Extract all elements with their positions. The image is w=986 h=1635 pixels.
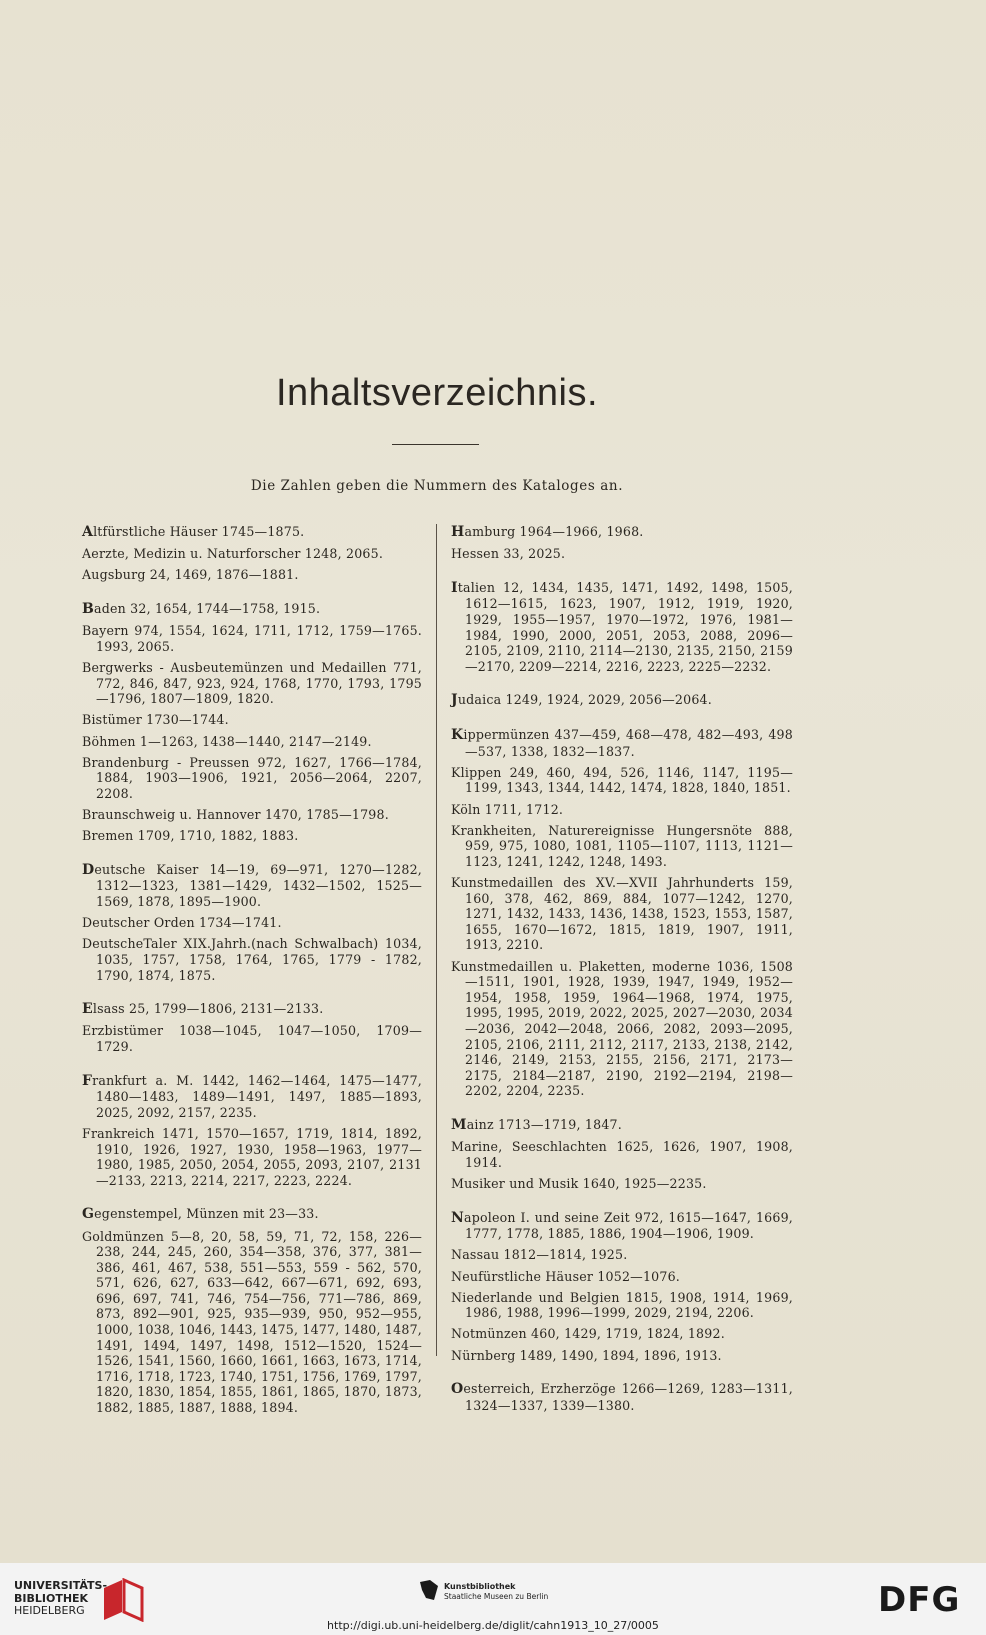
entry-text: eutsche Kaiser 14—19, 69—971, 1270—1282, 1312—1323, 1381—1429, 1432—1502, 1525—1569, 1878, 1895—1900.	[94, 861, 422, 910]
entry-text: aden 32, 1654, 1744—1758, 1915.	[94, 600, 321, 616]
page-title: Inhaltsverzeichnis.	[275, 372, 599, 414]
index-entry	[451, 1139, 793, 1170]
entry-initial: F	[82, 1072, 93, 1089]
ub-logo-line2: BIBLIOTHEK	[14, 1591, 89, 1605]
entry-text: udaica 1249, 1924, 2029, 2056—2064.	[457, 692, 712, 708]
index-entry	[451, 823, 793, 870]
kunstbibliothek-emblem-icon	[420, 1580, 438, 1600]
index-entry	[451, 1247, 793, 1263]
index-entry	[82, 567, 422, 583]
index-column-left	[82, 524, 422, 1421]
entry-text: Köln 1711, 1712.	[451, 801, 564, 817]
entry-initial: D	[82, 861, 95, 878]
index-entry	[82, 524, 422, 541]
entry-text: apoleon I. und seine Zeit 972, 1615—1647, 1669, 1777, 1778, 1885, 1886, 1904—1906, 1909.	[464, 1209, 793, 1242]
entry-text: Notmünzen 460, 1429, 1719, 1824, 1892.	[451, 1326, 725, 1342]
index-entry	[451, 727, 793, 759]
entry-initial: J	[451, 692, 458, 709]
index-entry	[82, 862, 422, 910]
index-entry	[82, 1073, 422, 1121]
entry-text: ltfürstliche Häuser 1745—1875.	[93, 524, 305, 539]
index-entry	[451, 1290, 793, 1321]
entry-text: Kunstmedaillen u. Plaketten, moderne 1036, 1508—1511, 1901, 1928, 1939, 1947, 1949, 1952—1954, 1958, 1959, 1964—1968, 1974, 1975, 1995, 1995, 2019, 2022, 2025, 2027—2030, 2034—2036, 2042—2048, 2066, 2082, 2093—2095, 2105, 2106, 2111, 2112, 2117, 2133, 2138, 2142, 2146, 2149, 2153, 2155, 2156, 2171, 2173—2175, 2184—2187, 2190, 2192—2194, 2198—2202, 2204, 2235.	[451, 958, 793, 1099]
entry-text: Kunstmedaillen des XV.—XVII Jahrhunderts 159, 160, 378, 462, 869, 884, 1077—1242, 1270, 1271, 1432, 1433, 1436, 1438, 1523, 1553, 1587, 1655, 1670—1672, 1815, 1819, 1907, 1911, 1913, 2210.	[451, 875, 793, 953]
column-divider	[436, 524, 437, 1356]
entry-text: Hessen 33, 2025.	[451, 546, 566, 562]
dfg-logo[interactable]: DFG	[878, 1580, 961, 1620]
entry-text: Marine, Seeschlachten 1625, 1626, 1907, 1908, 1914.	[451, 1139, 793, 1170]
entry-text: Neufürstliche Häuser 1052—1076.	[451, 1268, 681, 1284]
index-entry	[82, 712, 422, 728]
entry-initial: N	[451, 1209, 464, 1226]
title-rule	[392, 444, 479, 445]
entry-initial: B	[82, 600, 95, 617]
index-entry	[82, 660, 422, 707]
index-entry	[451, 959, 793, 1099]
entry-text: Braunschweig u. Hannover 1470, 1785—1798.	[82, 807, 389, 823]
entry-initial: I	[451, 579, 458, 596]
entry-text: Niederlande und Belgien 1815, 1908, 1914, 1969, 1986, 1988, 1996—1999, 2029, 2194, 2206.	[451, 1289, 793, 1321]
entry-text: Bergwerks - Ausbeutemünzen und Medaillen 771, 772, 846, 847, 923, 924, 1768, 1770, 1793, 1795—1796, 1807—1809, 1820.	[82, 659, 422, 707]
index-entry	[451, 1326, 793, 1342]
entry-text: Frankreich 1471, 1570—1657, 1719, 1814, 1892, 1910, 1926, 1927, 1930, 1958—1963, 1977—1980, 1985, 2050, 2054, 2055, 2093, 2107, 2131—2133, 2213, 2214, 2217, 2223, 2224.	[82, 1125, 422, 1188]
entry-initial: H	[451, 524, 465, 540]
entry-text: Bremen 1709, 1710, 1882, 1883.	[82, 828, 299, 844]
index-entry	[82, 1023, 422, 1054]
entry-text: talien 12, 1434, 1435, 1471, 1492, 1498, 1505, 1612—1615, 1623, 1907, 1912, 1919, 1920, 1929, 1955—1957, 1970—1972, 1976, 1981—1984, 1990, 2000, 2051, 2053, 2088, 2096—2105, 2109, 2110, 2114—2130, 2135, 2150, 2159—2170, 2209—2214, 2216, 2223, 2225—2232.	[457, 579, 793, 674]
index-entry	[82, 734, 422, 750]
ub-emblem-icon	[100, 1578, 146, 1622]
entry-text: lsass 25, 1799—1806, 2131—2133.	[92, 1001, 324, 1017]
index-entry	[82, 546, 422, 562]
index-entry	[82, 1126, 422, 1188]
entry-initial: E	[82, 1001, 93, 1018]
kb-logo-line2: Staatliche Museen zu Berlin	[444, 1592, 549, 1601]
entry-text: Nürnberg 1489, 1490, 1894, 1896, 1913.	[451, 1347, 722, 1363]
entry-text: esterreich, Erzherzöge 1266—1269, 1283—1311, 1324—1337, 1339—1380.	[463, 1381, 793, 1413]
index-entry	[451, 692, 793, 709]
entry-text: Brandenburg - Preussen 972, 1627, 1766—1784, 1884, 1903—1906, 1921, 2056—2064, 2207, 2208.	[82, 754, 422, 801]
entry-text: Krankheiten, Naturereignisse Hungersnöte 888, 959, 975, 1080, 1081, 1105—1107, 1113, 1121—1123, 1241, 1242, 1248, 1493.	[451, 822, 793, 869]
entry-text: egenstempel, Münzen mit 23—33.	[94, 1206, 319, 1222]
index-entry	[82, 807, 422, 823]
entry-initial: G	[82, 1206, 95, 1223]
entry-text: Klippen 249, 460, 494, 526, 1146, 1147, 1195—1199, 1343, 1344, 1442, 1474, 1828, 1840, 1851.	[451, 764, 793, 796]
page-subtitle: Die Zahlen geben die Nummern des Kataloges an.	[250, 478, 624, 494]
entry-text: ainz 1713—1719, 1847.	[466, 1116, 622, 1132]
entry-text: Musiker und Musik 1640, 1925—2235.	[451, 1175, 707, 1191]
entry-text: rankfurt a. M. 1442, 1462—1464, 1475—1477, 1480—1483, 1489—1491, 1497, 1885—1893, 2025, 2092, 2157, 2235.	[92, 1072, 422, 1120]
permalink-url[interactable]: http://digi.ub.uni-heidelberg.de/diglit/cahn1913_10_27/0005	[327, 1619, 659, 1632]
index-entry	[82, 623, 422, 654]
entry-initial: K	[451, 726, 464, 743]
entry-text: DeutscheTaler XIX.Jahrh.(nach Schwalbach) 1034, 1035, 1757, 1758, 1764, 1765, 1779 - 1782, 1790, 1874, 1875.	[82, 936, 422, 983]
ub-heidelberg-logo[interactable]	[14, 1580, 107, 1618]
kb-logo-line1: Kunstbibliothek	[444, 1582, 516, 1591]
entry-text: Böhmen 1—1263, 1438—1440, 2147—2149.	[82, 733, 372, 749]
index-entry	[451, 1210, 793, 1242]
entry-text: Nassau 1812—1814, 1925.	[451, 1247, 628, 1263]
entry-initial: M	[451, 1116, 467, 1133]
entry-initial: O	[451, 1381, 464, 1398]
footer-bar	[0, 1563, 986, 1635]
index-entry	[451, 546, 793, 562]
index-entry	[82, 1001, 422, 1018]
index-entry	[451, 1269, 793, 1285]
index-entry	[451, 580, 793, 675]
index-entry	[82, 601, 422, 618]
index-entry	[82, 915, 422, 931]
entry-text: ippermünzen 437—459, 468—478, 482—493, 498—537, 1338, 1832—1837.	[463, 726, 793, 759]
entry-initial: A	[82, 524, 94, 540]
kunstbibliothek-logo[interactable]	[420, 1580, 548, 1602]
index-entry	[451, 1348, 793, 1364]
entry-text: Goldmünzen 5—8, 20, 58, 59, 71, 72, 158, 226—238, 244, 245, 260, 354—358, 376, 377, 381—386, 461, 467, 538, 551—553, 559 - 562, 570, 571, 626, 627, 633—642, 667—671, 692, 693, 696, 697, 741, 746, 754—756, 771—786, 869, 873, 892—901, 925, 935—939, 950, 952—955, 1000, 1038, 1046, 1443, 1475, 1477, 1480, 1487, 1491, 1494, 1497, 1498, 1512—1520, 1524—1526, 1541, 1560, 1660, 1661, 1663, 1673, 1714, 1716, 1718, 1723, 1740, 1751, 1756, 1769, 1797, 1820, 1830, 1854, 1855, 1861, 1865, 1870, 1873, 1882, 1885, 1887, 1888, 1894.	[82, 1228, 422, 1416]
index-entry	[451, 524, 793, 541]
index-entry	[82, 1206, 422, 1223]
index-entry	[451, 802, 793, 818]
index-entry	[451, 765, 793, 796]
index-entry	[451, 1176, 793, 1192]
index-column-right	[451, 524, 793, 1419]
ub-logo-line1: UNIVERSITÄTS-	[14, 1579, 108, 1592]
ub-logo-line3: HEIDELBERG	[14, 1604, 85, 1617]
index-entry	[82, 1229, 422, 1416]
entry-text: Aerzte, Medizin u. Naturforscher 1248, 2065.	[82, 546, 384, 562]
index-entry	[82, 755, 422, 802]
entry-text: Erzbistümer 1038—1045, 1047—1050, 1709—1729.	[82, 1023, 422, 1054]
index-entry	[451, 875, 793, 953]
index-entry	[82, 936, 422, 983]
index-entry	[82, 828, 422, 844]
index-entry	[451, 1381, 793, 1413]
entry-text: amburg 1964—1966, 1968.	[464, 524, 644, 539]
entry-text: Bayern 974, 1554, 1624, 1711, 1712, 1759—1765. 1993, 2065.	[82, 623, 422, 654]
entry-text: Deutscher Orden 1734—1741.	[82, 915, 282, 931]
entry-text: Augsburg 24, 1469, 1876—1881.	[82, 567, 299, 583]
index-entry	[451, 1117, 793, 1134]
entry-text: Bistümer 1730—1744.	[82, 712, 229, 728]
